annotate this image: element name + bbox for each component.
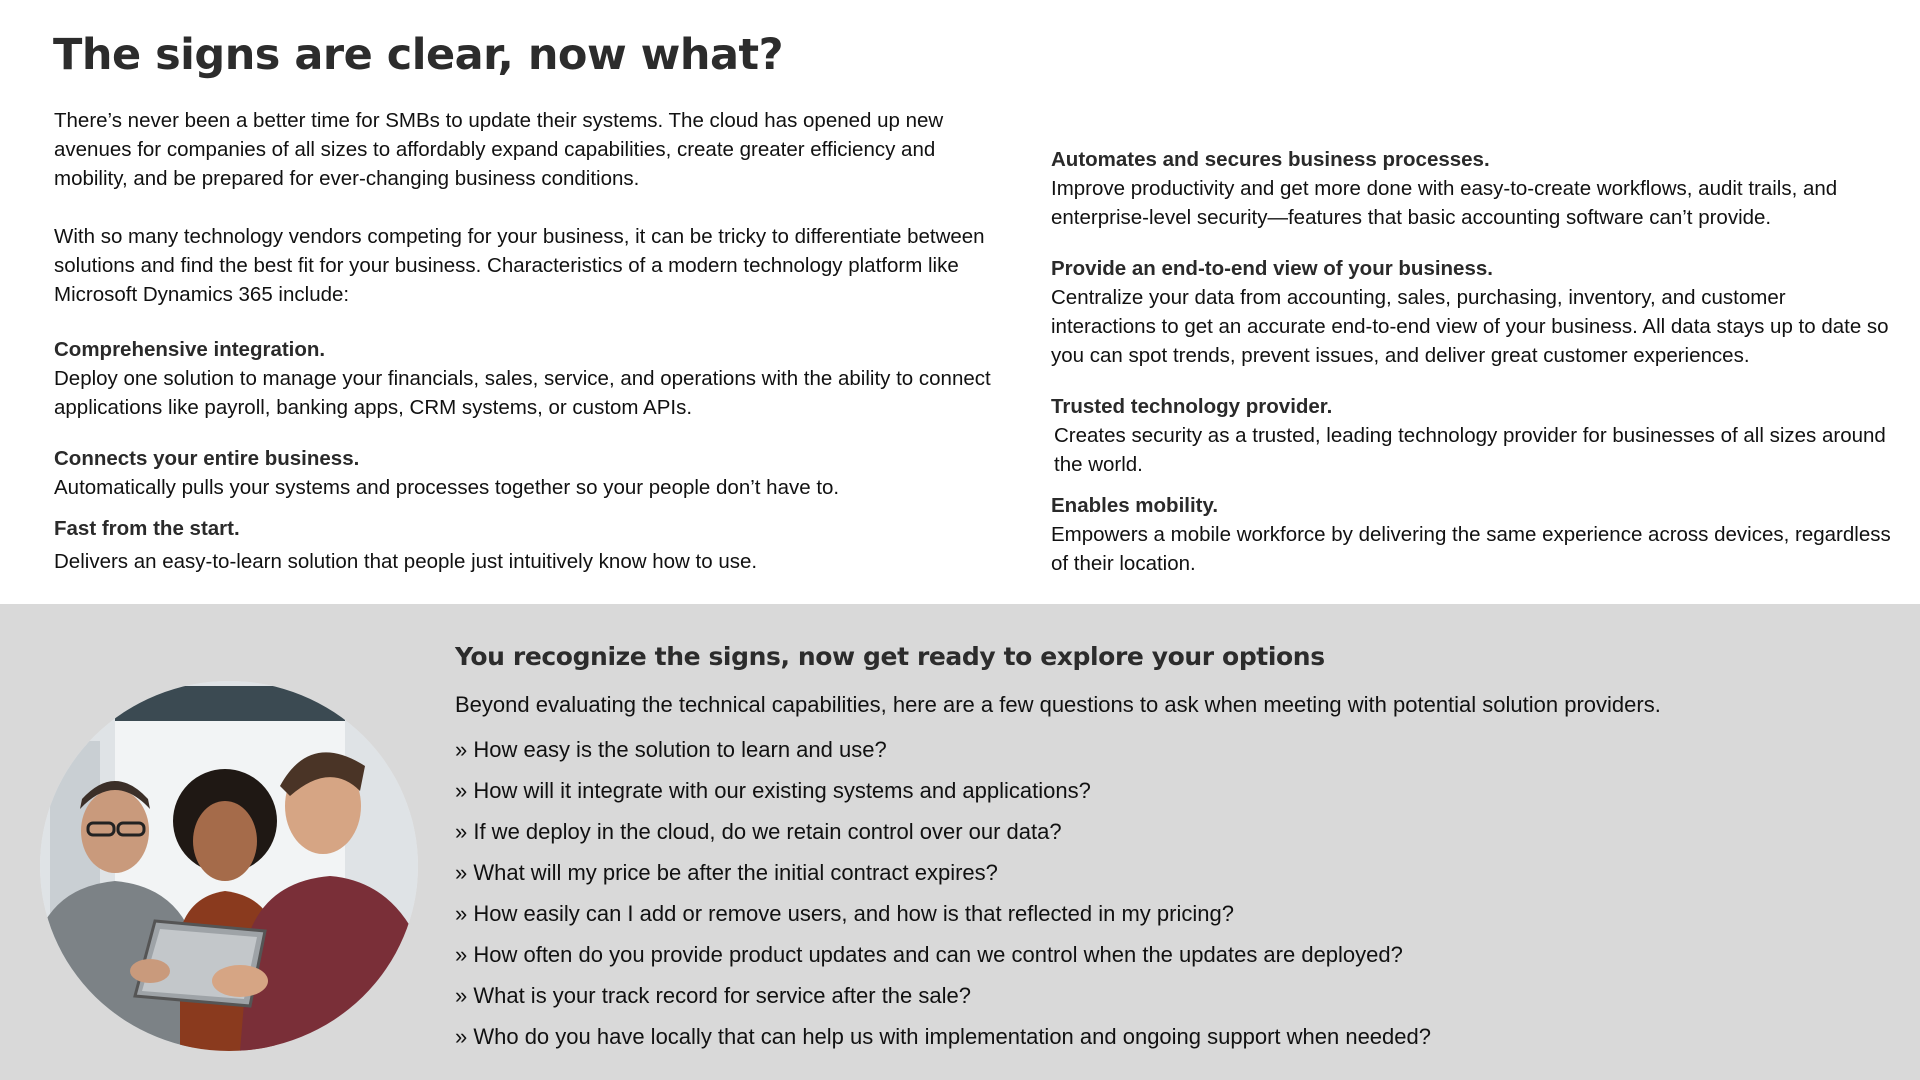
intro-paragraph: With so many technology vendors competing for your business, it can be tricky to differentiate between solutions and find the best fit for your business. Characteristics of a modern technology platform like Microsoft Dynamics 365 include:	[54, 225, 985, 306]
feature-enables-mobility	[1051, 491, 1891, 578]
feature-description: Centralize your data from accounting, sales, purchasing, inventory, and customer interactions to get an accurate end-to-end view of your business. All data stays up to date so you can spot trends, prevent issues, and deliver great customer experiences.	[1051, 286, 1889, 367]
questions-list	[455, 735, 1431, 1063]
options-section	[0, 604, 1920, 1080]
list-item: » Who do you have locally that can help us with implementation and ongoing support when needed?	[455, 1024, 1431, 1049]
list-item: » If we deploy in the cloud, do we retain control over our data?	[455, 819, 1062, 844]
team-photo	[40, 681, 418, 1051]
list-item: » How easily can I add or remove users, and how is that reflected in my pricing?	[455, 901, 1234, 926]
feature-description: Delivers an easy-to-learn solution that people just intuitively know how to use.	[54, 550, 758, 573]
team-photo-illustration	[40, 681, 418, 1051]
feature-description: Automatically pulls your systems and processes together so your people don’t have to.	[54, 476, 840, 499]
feature-title: Automates and secures business processes.	[1051, 148, 1490, 171]
options-title: You recognize the signs, now get ready to explore your options	[455, 642, 1325, 671]
feature-automates-secures	[1051, 145, 1891, 232]
feature-fast-from-start	[54, 514, 1014, 576]
intro-paragraph: There’s never been a better time for SMBs to update their systems. The cloud has opened up new avenues for companies of all sizes to affordably expand capabilities, create greater efficiency and mobility, and be prepared for ever-changing business conditions.	[54, 109, 944, 190]
feature-trusted-provider	[1051, 392, 1891, 479]
feature-end-to-end-view	[1051, 254, 1891, 370]
left-column	[54, 106, 1014, 598]
feature-connects-business	[54, 444, 1014, 502]
page-title: The signs are clear, now what?	[53, 30, 784, 80]
feature-description: Improve productivity and get more done with easy-to-create workflows, audit trails, and enterprise-level security—features that basic accounting software can’t provide.	[1051, 177, 1838, 229]
feature-title: Provide an end-to-end view of your business.	[1051, 257, 1493, 280]
list-item: » How often do you provide product updates and can we control when the updates are deployed?	[455, 942, 1403, 967]
list-item: » What will my price be after the initial contract expires?	[455, 860, 998, 885]
feature-title: Connects your entire business.	[54, 447, 360, 470]
feature-description: Empowers a mobile workforce by delivering the same experience across devices, regardless of their location.	[1051, 523, 1891, 575]
right-column	[1051, 145, 1891, 600]
feature-comprehensive-integration	[54, 335, 1014, 422]
list-item: » How easy is the solution to learn and use?	[455, 737, 887, 762]
feature-description: Creates security as a trusted, leading technology provider for businesses of all sizes around the world.	[1054, 424, 1886, 476]
feature-title: Fast from the start.	[54, 517, 240, 540]
options-intro: Beyond evaluating the technical capabilities, here are a few questions to ask when meeting with potential solution providers.	[455, 692, 1661, 717]
feature-title: Trusted technology provider.	[1051, 395, 1333, 418]
list-item: » How will it integrate with our existing systems and applications?	[455, 778, 1091, 803]
feature-description: Deploy one solution to manage your financials, sales, service, and operations with the ability to connect applications like payroll, banking apps, CRM systems, or custom APIs.	[54, 367, 991, 419]
feature-title: Enables mobility.	[1051, 494, 1219, 517]
list-item: » What is your track record for service after the sale?	[455, 983, 971, 1008]
feature-title: Comprehensive integration.	[54, 338, 326, 361]
